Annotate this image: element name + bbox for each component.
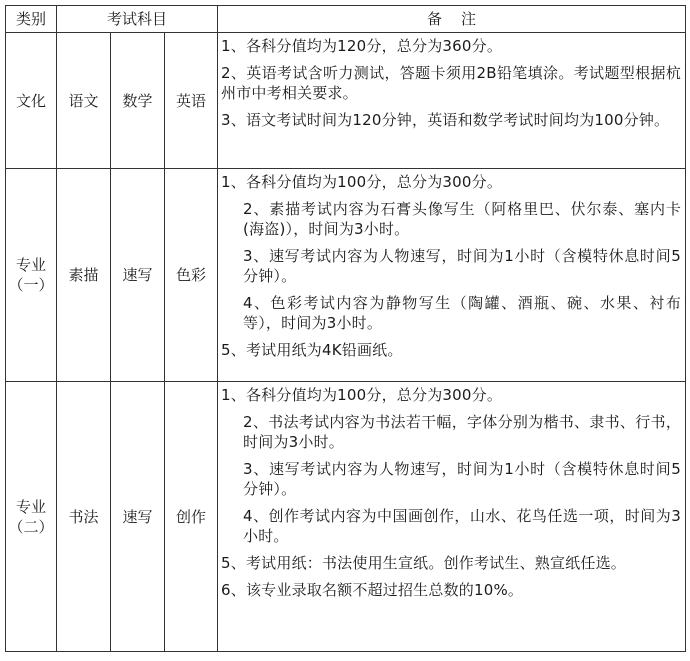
note-item: 5、考试用纸为4K铅画纸。	[221, 341, 403, 359]
exam-subjects-table	[5, 5, 686, 652]
note-item: 2、书法考试内容为书法若干幅，字体分别为楷书、隶书、行书，时间为3小时。	[243, 413, 682, 451]
table-row	[6, 382, 686, 652]
note-item: 2、英语考试含听力测试，答题卡须用2B铅笔填涂。考试题型根据杭州市中考相关要求。	[221, 64, 682, 102]
notes-cell	[218, 382, 686, 652]
note-item: 2、素描考试内容为石膏头像写生（阿格里巴、伏尔泰、塞内卡(海盗)），时间为3小时。	[243, 200, 682, 238]
note-item: 4、创作考试内容为中国画创作，山水、花鸟任选一项，时间为3小时。	[243, 507, 682, 545]
header-category: 类别	[6, 6, 57, 33]
subject-cell: 色彩	[165, 169, 218, 382]
note-item: 3、速写考试内容为人物速写，时间为1小时（含模特休息时间5分钟）。	[243, 247, 682, 285]
table-header-row	[6, 6, 686, 33]
note-item: 3、语文考试时间为120分钟，英语和数学考试时间均为100分钟。	[221, 111, 670, 129]
subject-cell: 数学	[111, 33, 165, 169]
header-notes: 备 注	[218, 6, 686, 33]
category-label: 文化	[15, 91, 46, 110]
note-item: 6、该专业录取名额不超过招生总数的10%。	[221, 581, 524, 599]
table-row	[6, 33, 686, 169]
notes-cell	[218, 33, 686, 169]
notes-cell	[218, 169, 686, 382]
subject-cell: 速写	[111, 382, 165, 652]
category-label-sub: （一）	[8, 276, 54, 294]
subject-cell: 速写	[111, 169, 165, 382]
category-cell	[6, 169, 57, 382]
category-cell	[6, 382, 57, 652]
subject-cell: 英语	[165, 33, 218, 169]
subject-cell: 语文	[57, 33, 111, 169]
subject-cell: 素描	[57, 169, 111, 382]
category-label: 专业	[15, 256, 46, 274]
subject-cell: 创作	[165, 382, 218, 652]
header-subjects: 考试科目	[57, 6, 218, 33]
note-item: 1、各科分值均为100分，总分为300分。	[221, 386, 503, 404]
note-item: 1、各科分值均为100分，总分为300分。	[221, 173, 503, 191]
note-item: 5、考试用纸：书法使用生宣纸。创作考试生、熟宣纸任选。	[221, 554, 626, 572]
category-label: 专业	[15, 497, 46, 516]
subject-cell: 书法	[57, 382, 111, 652]
note-item: 1、各科分值均为120分，总分为360分。	[221, 37, 503, 55]
note-item: 4、色彩考试内容为静物写生（陶罐、酒瓶、碗、水果、衬布等），时间为3小时。	[243, 294, 682, 332]
category-cell	[6, 33, 57, 169]
table-row	[6, 169, 686, 382]
category-label-sub: （二）	[8, 517, 54, 536]
note-item: 3、速写考试内容为人物速写，时间为1小时（含模特休息时间5分钟）。	[243, 460, 682, 498]
